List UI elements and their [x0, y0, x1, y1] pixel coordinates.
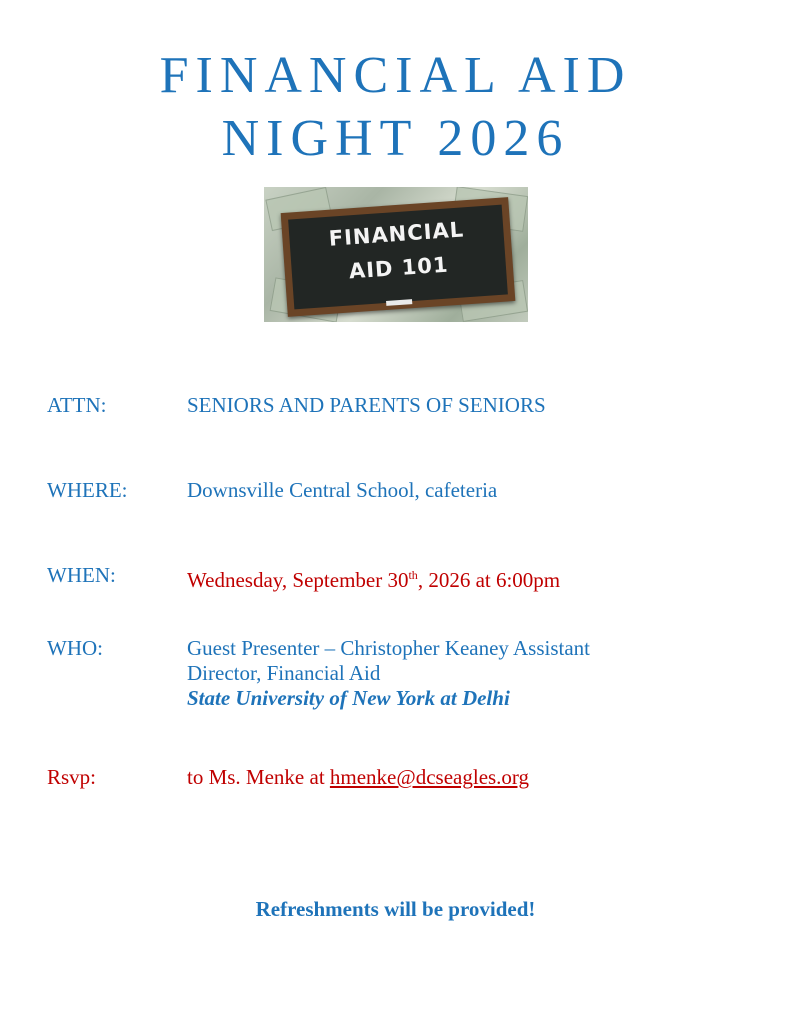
title-line-2: NIGHT 2026 — [221, 110, 570, 167]
who-value — [187, 636, 707, 711]
title-line-1: FINANCIAL AID — [159, 47, 632, 104]
when-value — [187, 563, 707, 593]
refreshments-note: Refreshments will be provided! — [255, 897, 536, 921]
when-time: , 2026 at 6:00pm — [417, 568, 561, 592]
attn-label: ATTN: — [47, 393, 107, 417]
chalkboard — [281, 197, 516, 317]
who-title: Director, Financial Aid — [187, 661, 381, 685]
rsvp-label: Rsvp: — [47, 765, 97, 789]
rsvp-text: to Ms. Menke at — [187, 765, 330, 789]
who-institution: State University of New York at Delhi — [187, 686, 510, 710]
where-label: WHERE: — [47, 478, 128, 502]
when-date: Wednesday, September 30 — [187, 568, 409, 592]
when-label: WHEN: — [47, 563, 116, 587]
chalkboard-line-2: AID 101 — [348, 252, 450, 284]
rsvp-email-link[interactable]: hmenke@dcseagles.org — [329, 765, 530, 789]
page-title — [0, 44, 791, 170]
who-presenter: Guest Presenter – Christopher Keaney Assistant — [187, 636, 591, 660]
who-label: WHO: — [47, 636, 103, 660]
when-suffix: th — [408, 568, 418, 582]
rsvp-value — [187, 765, 707, 790]
attn-value: SENIORS AND PARENTS OF SENIORS — [187, 393, 546, 417]
chalkboard-line-1: FINANCIAL — [328, 217, 465, 251]
where-value: Downsville Central School, cafeteria — [187, 478, 498, 502]
financial-aid-101-image — [264, 187, 528, 322]
